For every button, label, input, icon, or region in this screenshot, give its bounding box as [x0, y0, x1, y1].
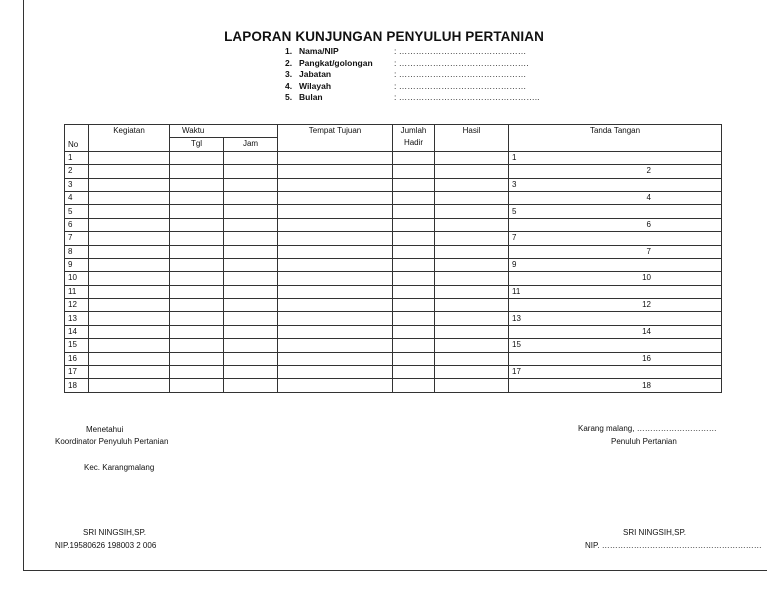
info-field-num: 3.	[285, 69, 293, 79]
empty-cell	[278, 258, 393, 271]
info-field	[285, 58, 539, 70]
empty-cell	[170, 339, 224, 352]
empty-cell	[89, 178, 170, 191]
empty-cell	[170, 218, 224, 231]
signature-cell: 6	[509, 218, 722, 231]
empty-cell	[278, 352, 393, 365]
empty-cell	[278, 205, 393, 218]
empty-cell	[224, 285, 278, 298]
empty-cell	[393, 218, 435, 231]
empty-cell	[224, 299, 278, 312]
empty-cell	[224, 178, 278, 191]
empty-cell	[393, 151, 435, 164]
empty-cell	[435, 285, 509, 298]
row-number: 17	[65, 366, 89, 379]
empty-cell	[435, 312, 509, 325]
info-field-label: Wilayah	[299, 80, 332, 91]
table-row	[65, 218, 722, 231]
table-row	[65, 312, 722, 325]
info-field-label: Pangkat/golongan	[299, 57, 373, 68]
header-kegiatan: Kegiatan	[89, 125, 170, 152]
empty-cell	[278, 165, 393, 178]
empty-cell	[224, 352, 278, 365]
signature-cell: 2	[509, 165, 722, 178]
row-number: 16	[65, 352, 89, 365]
header-hasil: Hasil	[435, 125, 509, 152]
info-field-num: 1.	[285, 46, 293, 56]
signature-cell: 10	[509, 272, 722, 285]
empty-cell	[393, 178, 435, 191]
info-field	[285, 81, 539, 93]
empty-cell	[89, 339, 170, 352]
info-field-label: Bulan	[299, 92, 323, 102]
empty-cell	[170, 151, 224, 164]
info-fields	[285, 46, 539, 104]
empty-cell	[278, 312, 393, 325]
empty-cell	[224, 245, 278, 258]
empty-cell	[170, 325, 224, 338]
table-row	[65, 366, 722, 379]
empty-cell	[435, 205, 509, 218]
empty-cell	[278, 366, 393, 379]
signature-cell: 1	[509, 151, 722, 164]
row-number: 15	[65, 339, 89, 352]
empty-cell	[170, 245, 224, 258]
visit-table	[64, 124, 722, 393]
empty-cell	[89, 366, 170, 379]
signature-cell: 13	[509, 312, 722, 325]
footer-menetahui: Menetahui	[86, 425, 124, 434]
empty-cell	[224, 218, 278, 231]
table-row	[65, 245, 722, 258]
empty-cell	[224, 325, 278, 338]
empty-cell	[435, 232, 509, 245]
row-number: 14	[65, 325, 89, 338]
empty-cell	[170, 285, 224, 298]
empty-cell	[393, 312, 435, 325]
footer-left-nip: NIP.19580626 198003 2 006	[55, 541, 157, 550]
signature-cell: 5	[509, 205, 722, 218]
empty-cell	[170, 165, 224, 178]
signature-cell: 4	[509, 191, 722, 204]
empty-cell	[393, 272, 435, 285]
row-number: 5	[65, 205, 89, 218]
signature-cell: 11	[509, 285, 722, 298]
empty-cell	[278, 339, 393, 352]
empty-cell	[89, 258, 170, 271]
report-title: LAPORAN KUNJUNGAN PENYULUH PERTANIAN	[224, 29, 544, 44]
empty-cell	[89, 312, 170, 325]
empty-cell	[224, 191, 278, 204]
empty-cell	[224, 151, 278, 164]
empty-cell	[170, 312, 224, 325]
empty-cell	[278, 272, 393, 285]
footer-place-date: Karang malang, …………………………	[578, 424, 717, 433]
empty-cell	[224, 205, 278, 218]
empty-cell	[170, 191, 224, 204]
empty-cell	[435, 178, 509, 191]
signature-cell: 7	[509, 245, 722, 258]
header-waktu: Waktu	[170, 125, 278, 138]
empty-cell	[393, 165, 435, 178]
header-tanda-tangan: Tanda Tangan	[509, 125, 722, 152]
info-field-label: Jabatan	[299, 69, 332, 79]
row-number: 9	[65, 258, 89, 271]
row-number: 4	[65, 191, 89, 204]
row-number: 6	[65, 218, 89, 231]
empty-cell	[89, 232, 170, 245]
empty-cell	[435, 379, 509, 392]
empty-cell	[278, 379, 393, 392]
empty-cell	[89, 245, 170, 258]
empty-cell	[278, 232, 393, 245]
table-row	[65, 379, 722, 392]
row-number: 8	[65, 245, 89, 258]
table-row	[65, 325, 722, 338]
empty-cell	[224, 366, 278, 379]
empty-cell	[170, 178, 224, 191]
info-field-num: 4.	[285, 80, 293, 91]
footer-kecamatan: Kec. Karangmalang	[84, 463, 155, 472]
empty-cell	[393, 191, 435, 204]
empty-cell	[170, 299, 224, 312]
table-row	[65, 205, 722, 218]
table-row	[65, 285, 722, 298]
empty-cell	[393, 339, 435, 352]
row-number: 13	[65, 312, 89, 325]
empty-cell	[224, 312, 278, 325]
table-row	[65, 339, 722, 352]
signature-cell: 15	[509, 339, 722, 352]
footer-left-role: Koordinator Penyuluh Pertanian	[55, 437, 169, 446]
empty-cell	[393, 352, 435, 365]
signature-cell: 12	[509, 299, 722, 312]
info-field-num: 2.	[285, 57, 293, 68]
header-jam: Jam	[224, 138, 278, 151]
empty-cell	[435, 352, 509, 365]
empty-cell	[170, 205, 224, 218]
table-row	[65, 165, 722, 178]
empty-cell	[278, 285, 393, 298]
empty-cell	[393, 379, 435, 392]
empty-cell	[224, 232, 278, 245]
empty-cell	[170, 232, 224, 245]
empty-cell	[393, 325, 435, 338]
info-field-label: Nama/NIP	[299, 46, 339, 56]
empty-cell	[89, 205, 170, 218]
table-row	[65, 232, 722, 245]
info-field-value: : ………………………………………	[394, 46, 527, 56]
header-tempat-tujuan: Tempat Tujuan	[278, 125, 393, 152]
empty-cell	[278, 299, 393, 312]
signature-cell: 9	[509, 258, 722, 271]
empty-cell	[89, 272, 170, 285]
footer-right-name: SRI NINGSIH,SP.	[623, 528, 686, 537]
empty-cell	[393, 299, 435, 312]
info-field	[285, 69, 539, 81]
row-number: 1	[65, 151, 89, 164]
table-row	[65, 151, 722, 164]
empty-cell	[89, 218, 170, 231]
header-jumlah-hadir: Jumlah Hadir	[393, 125, 435, 152]
empty-cell	[393, 245, 435, 258]
footer-right-role: Penuluh Pertanian	[611, 437, 677, 446]
empty-cell	[89, 299, 170, 312]
empty-cell	[435, 325, 509, 338]
empty-cell	[278, 245, 393, 258]
empty-cell	[224, 379, 278, 392]
row-number: 7	[65, 232, 89, 245]
empty-cell	[393, 205, 435, 218]
signature-cell: 17	[509, 366, 722, 379]
empty-cell	[435, 339, 509, 352]
empty-cell	[435, 191, 509, 204]
signature-cell: 16	[509, 352, 722, 365]
table-row	[65, 272, 722, 285]
signature-cell: 3	[509, 178, 722, 191]
row-number: 3	[65, 178, 89, 191]
empty-cell	[224, 165, 278, 178]
info-field	[285, 92, 539, 104]
empty-cell	[170, 258, 224, 271]
info-field-value: : …………………………………………..	[394, 92, 540, 102]
row-number: 11	[65, 285, 89, 298]
table-row	[65, 258, 722, 271]
signature-cell: 7	[509, 232, 722, 245]
empty-cell	[278, 191, 393, 204]
empty-cell	[89, 285, 170, 298]
empty-cell	[89, 352, 170, 365]
signature-cell: 14	[509, 325, 722, 338]
empty-cell	[278, 325, 393, 338]
row-number: 18	[65, 379, 89, 392]
empty-cell	[435, 218, 509, 231]
empty-cell	[224, 339, 278, 352]
empty-cell	[89, 325, 170, 338]
empty-cell	[435, 272, 509, 285]
table-row	[65, 352, 722, 365]
empty-cell	[170, 366, 224, 379]
empty-cell	[224, 258, 278, 271]
empty-cell	[278, 151, 393, 164]
empty-cell	[224, 272, 278, 285]
empty-cell	[435, 151, 509, 164]
empty-cell	[435, 366, 509, 379]
footer-left-name: SRI NINGSIH,SP.	[83, 528, 146, 537]
empty-cell	[393, 258, 435, 271]
info-field	[285, 46, 539, 58]
table-row	[65, 299, 722, 312]
empty-cell	[435, 245, 509, 258]
empty-cell	[170, 352, 224, 365]
empty-cell	[89, 165, 170, 178]
row-number: 10	[65, 272, 89, 285]
info-field-value: : ……………………………………….	[394, 57, 529, 68]
empty-cell	[435, 258, 509, 271]
empty-cell	[393, 285, 435, 298]
footer-right-nip: NIP. ……………………………………………………	[585, 541, 762, 550]
empty-cell	[170, 272, 224, 285]
empty-cell	[435, 165, 509, 178]
info-field-value: : ………………………………………	[394, 69, 527, 79]
header-no: No	[65, 125, 89, 152]
table-row	[65, 191, 722, 204]
empty-cell	[435, 299, 509, 312]
empty-cell	[278, 178, 393, 191]
info-field-num: 5.	[285, 92, 293, 102]
header-tgl: Tgl	[170, 138, 224, 151]
info-field-value: : ………………………………………	[394, 80, 527, 91]
empty-cell	[89, 151, 170, 164]
row-number: 12	[65, 299, 89, 312]
empty-cell	[278, 218, 393, 231]
empty-cell	[393, 232, 435, 245]
empty-cell	[89, 379, 170, 392]
row-number: 2	[65, 165, 89, 178]
empty-cell	[89, 191, 170, 204]
empty-cell	[170, 379, 224, 392]
empty-cell	[393, 366, 435, 379]
table-row	[65, 178, 722, 191]
signature-cell: 18	[509, 379, 722, 392]
